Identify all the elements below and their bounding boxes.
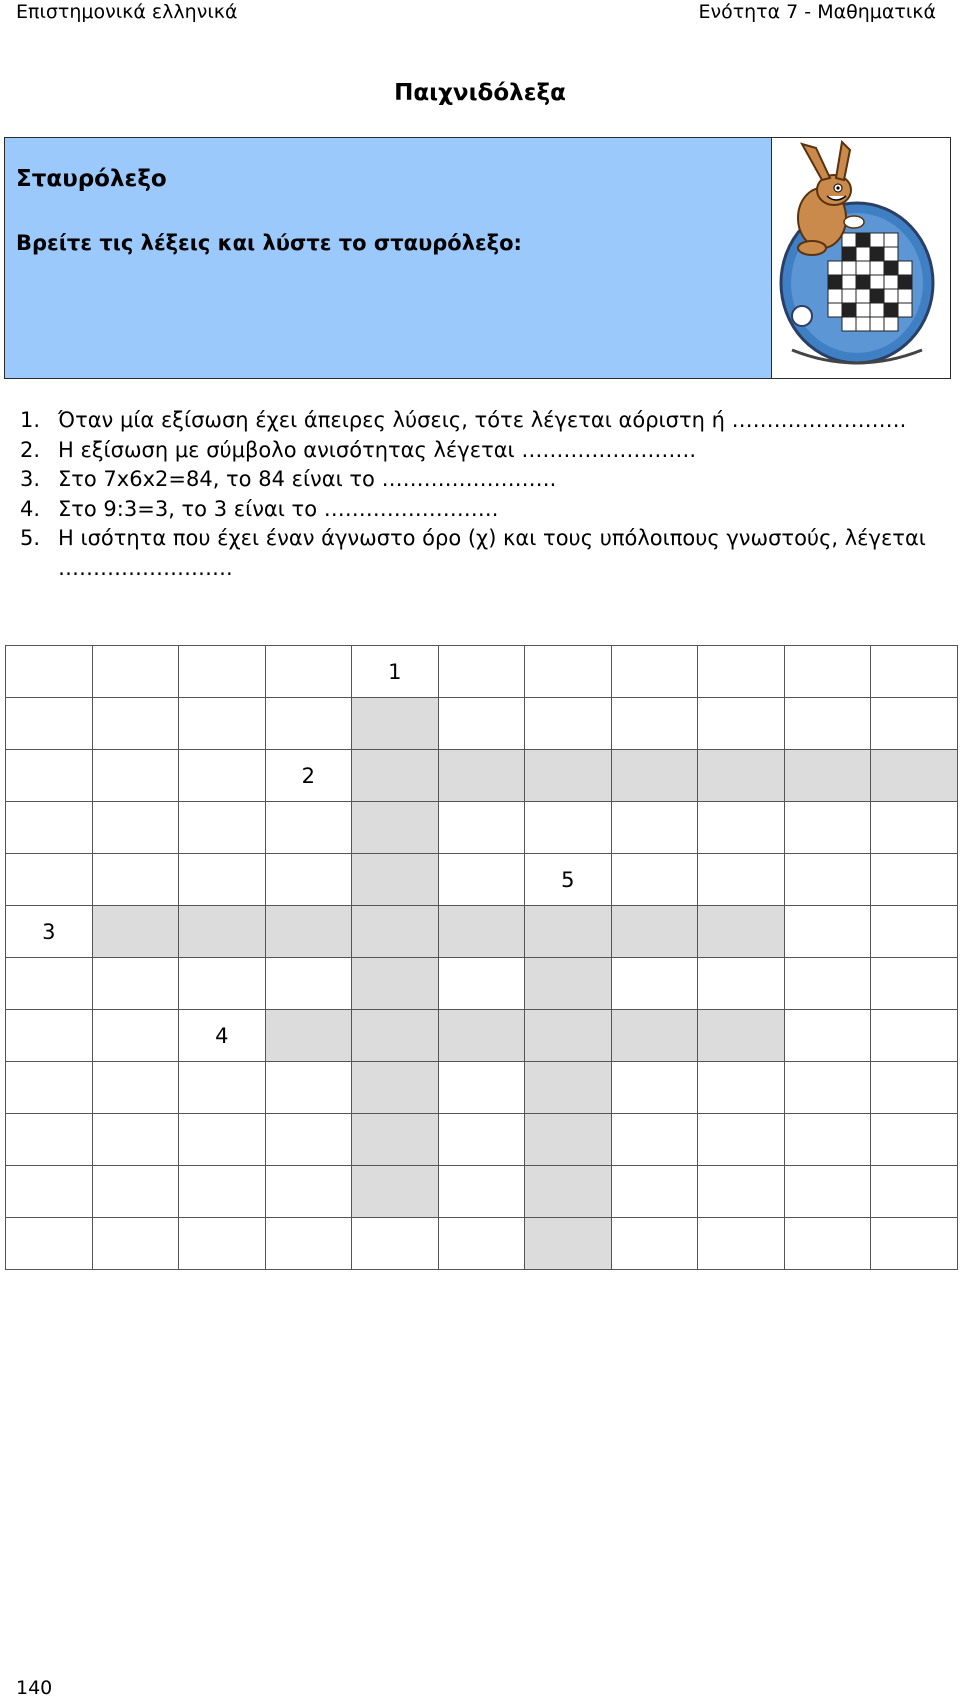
crossword-cell — [6, 854, 93, 906]
crossword-cell — [438, 698, 525, 750]
clue-item — [20, 495, 950, 525]
clue-text: Στο 9:3=3, το 3 είναι το ……………………. — [58, 496, 499, 521]
clue-item — [20, 465, 950, 495]
clue-number: 2. — [20, 437, 41, 462]
crossword-cell — [784, 1062, 871, 1114]
crossword-cell — [179, 1062, 266, 1114]
crossword-cell — [698, 1218, 785, 1270]
crossword-clue-number: 4 — [179, 1010, 266, 1062]
clue-number: 3. — [20, 467, 41, 491]
crossword-cell — [784, 698, 871, 750]
crossword-cell — [438, 1166, 525, 1218]
clue-text: Η ισότητα που έχει έναν άγνωστο όρο (χ) και τους υπόλοιπους γνωστούς, λέγεται ……………………. — [58, 526, 926, 580]
crossword-cell — [265, 1218, 352, 1270]
crossword-cell — [265, 1114, 352, 1166]
crossword-cell — [698, 1114, 785, 1166]
crossword-cell — [6, 1010, 93, 1062]
crossword-cell — [611, 1166, 698, 1218]
crossword-clue-number: 1 — [352, 646, 439, 698]
crossword-cell — [92, 1218, 179, 1270]
crossword-cell — [265, 1166, 352, 1218]
crossword-answer-cell[interactable] — [265, 1010, 352, 1062]
crossword-row — [6, 802, 958, 854]
crossword-cell — [611, 1062, 698, 1114]
crossword-row — [6, 646, 958, 698]
crossword-answer-cell[interactable] — [352, 854, 439, 906]
crossword-cell — [6, 1166, 93, 1218]
crossword-answer-cell[interactable] — [698, 750, 785, 802]
crossword-cell — [92, 1114, 179, 1166]
crossword-cell — [698, 958, 785, 1010]
crossword-cell — [784, 802, 871, 854]
crossword-row — [6, 1166, 958, 1218]
crossword-cell — [92, 1166, 179, 1218]
crossword-cell — [525, 802, 612, 854]
crossword-answer-cell[interactable] — [871, 750, 958, 802]
crossword-grid — [5, 645, 958, 1270]
crossword-answer-cell[interactable] — [611, 1010, 698, 1062]
clue-text: Όταν μία εξίσωση έχει άπειρες λύσεις, τότε λέγεται αόριστη ή ……………………. — [58, 408, 907, 432]
crossword-answer-cell[interactable] — [784, 750, 871, 802]
crossword-cell — [438, 1218, 525, 1270]
crossword-cell — [6, 1062, 93, 1114]
crossword-cell — [265, 958, 352, 1010]
crossword-cell — [784, 1218, 871, 1270]
crossword-cell — [871, 1010, 958, 1062]
crossword-cell — [784, 906, 871, 958]
crossword-intro-box — [4, 137, 951, 379]
crossword-answer-cell[interactable] — [352, 1166, 439, 1218]
crossword-answer-cell[interactable] — [438, 750, 525, 802]
crossword-cell — [871, 958, 958, 1010]
crossword-cell — [611, 1218, 698, 1270]
crossword-cell — [784, 1166, 871, 1218]
crossword-row — [6, 854, 958, 906]
box-instruction: Βρείτε τις λέξεις και λύστε το σταυρόλεξο: — [16, 231, 522, 255]
crossword-answer-cell[interactable] — [525, 750, 612, 802]
crossword-cell — [6, 802, 93, 854]
crossword-cell — [265, 646, 352, 698]
crossword-row — [6, 698, 958, 750]
crossword-cell — [784, 1114, 871, 1166]
crossword-cell — [92, 854, 179, 906]
page-number: 140 — [16, 1677, 53, 1699]
header-right: Ενότητα 7 - Μαθηματικά — [698, 1, 936, 23]
crossword-answer-cell[interactable] — [525, 1218, 612, 1270]
crossword-answer-cell[interactable] — [265, 906, 352, 958]
crossword-answer-cell[interactable] — [525, 1114, 612, 1166]
crossword-cell — [611, 646, 698, 698]
crossword-cell — [698, 698, 785, 750]
crossword-cell — [525, 646, 612, 698]
clue-number: 4. — [20, 496, 41, 521]
crossword-answer-cell[interactable] — [352, 802, 439, 854]
crossword-answer-cell[interactable] — [352, 958, 439, 1010]
crossword-cell — [6, 958, 93, 1010]
crossword-cell — [871, 802, 958, 854]
clue-item — [20, 524, 950, 583]
crossword-cell — [179, 750, 266, 802]
crossword-cell — [6, 750, 93, 802]
crossword-row — [6, 958, 958, 1010]
crossword-row — [6, 750, 958, 802]
crossword-answer-cell[interactable] — [611, 906, 698, 958]
crossword-row — [6, 1218, 958, 1270]
crossword-cell — [438, 802, 525, 854]
crossword-cell — [871, 906, 958, 958]
crossword-answer-cell[interactable] — [698, 1010, 785, 1062]
crossword-answer-cell[interactable] — [352, 750, 439, 802]
crossword-clue-number: 3 — [6, 906, 93, 958]
crossword-cell — [265, 854, 352, 906]
crossword-answer-cell[interactable] — [438, 906, 525, 958]
crossword-cell — [352, 1218, 439, 1270]
crossword-cell — [525, 698, 612, 750]
crossword-answer-cell[interactable] — [92, 906, 179, 958]
crossword-cell — [871, 1062, 958, 1114]
crossword-cell — [6, 1114, 93, 1166]
clue-text: Η εξίσωση με σύμβολο ανισότητας λέγεται ……………………. — [58, 437, 697, 462]
crossword-answer-cell[interactable] — [525, 1062, 612, 1114]
crossword-cell — [92, 646, 179, 698]
crossword-cell — [179, 698, 266, 750]
crossword-cell — [179, 1114, 266, 1166]
crossword-cell — [871, 698, 958, 750]
crossword-answer-cell[interactable] — [352, 1114, 439, 1166]
crossword-answer-cell[interactable] — [352, 1010, 439, 1062]
clue-text: Στο 7x6x2=84, το 84 είναι το ……………………. — [58, 467, 557, 491]
crossword-cell — [871, 1218, 958, 1270]
clue-item — [20, 406, 950, 436]
crossword-row — [6, 1114, 958, 1166]
crossword-cell — [784, 854, 871, 906]
crossword-cell — [611, 698, 698, 750]
crossword-answer-cell[interactable] — [438, 1010, 525, 1062]
crossword-cell — [784, 958, 871, 1010]
crossword-answer-cell[interactable] — [179, 906, 266, 958]
crossword-cell — [871, 646, 958, 698]
clue-number: 1. — [20, 408, 41, 432]
crossword-rabbit-illustration — [771, 138, 950, 378]
crossword-cell — [698, 1062, 785, 1114]
clue-number: 5. — [20, 526, 41, 550]
crossword-cell — [92, 958, 179, 1010]
crossword-answer-cell[interactable] — [525, 906, 612, 958]
crossword-cell — [611, 958, 698, 1010]
crossword-cell — [611, 802, 698, 854]
crossword-answer-cell[interactable] — [352, 698, 439, 750]
crossword-answer-cell[interactable] — [525, 1166, 612, 1218]
crossword-cell — [92, 750, 179, 802]
crossword-row — [6, 1010, 958, 1062]
header-left: Επιστημονικά ελληνικά — [16, 1, 238, 23]
crossword-cell — [438, 1062, 525, 1114]
page-title: Παιχνιδόλεξα — [394, 80, 566, 106]
crossword-cell — [6, 646, 93, 698]
crossword-cell — [265, 802, 352, 854]
crossword-answer-cell[interactable] — [525, 958, 612, 1010]
crossword-cell — [611, 854, 698, 906]
crossword-cell — [871, 1166, 958, 1218]
crossword-cell — [871, 1114, 958, 1166]
crossword-cell — [698, 646, 785, 698]
crossword-cell — [6, 1218, 93, 1270]
crossword-answer-cell[interactable] — [611, 750, 698, 802]
crossword-cell — [438, 854, 525, 906]
crossword-cell — [179, 646, 266, 698]
crossword-answer-cell[interactable] — [352, 906, 439, 958]
crossword-cell — [611, 1114, 698, 1166]
crossword-cell — [179, 1218, 266, 1270]
crossword-cell — [265, 698, 352, 750]
crossword-cell — [438, 1114, 525, 1166]
crossword-answer-cell[interactable] — [352, 1062, 439, 1114]
crossword-cell — [784, 1010, 871, 1062]
crossword-cell — [6, 698, 93, 750]
crossword-cell — [179, 802, 266, 854]
crossword-cell — [92, 1062, 179, 1114]
crossword-cell — [698, 1166, 785, 1218]
crossword-cell — [698, 854, 785, 906]
rabbit-crossword-icon — [772, 138, 950, 378]
crossword-cell — [698, 802, 785, 854]
crossword-cell — [784, 646, 871, 698]
crossword-row — [6, 906, 958, 958]
crossword-cell — [265, 1062, 352, 1114]
crossword-cell — [92, 802, 179, 854]
crossword-cell — [438, 646, 525, 698]
crossword-cell — [179, 854, 266, 906]
crossword-answer-cell[interactable] — [525, 1010, 612, 1062]
crossword-row — [6, 1062, 958, 1114]
clue-item — [20, 436, 950, 466]
crossword-cell — [179, 958, 266, 1010]
crossword-clue-number: 2 — [265, 750, 352, 802]
crossword-cell — [438, 958, 525, 1010]
crossword-cell — [92, 698, 179, 750]
crossword-cell — [871, 854, 958, 906]
crossword-answer-cell[interactable] — [698, 906, 785, 958]
clue-list — [20, 406, 950, 583]
crossword-cell — [179, 1166, 266, 1218]
crossword-clue-number: 5 — [525, 854, 612, 906]
box-title: Σταυρόλεξο — [16, 166, 167, 192]
crossword-cell — [92, 1010, 179, 1062]
